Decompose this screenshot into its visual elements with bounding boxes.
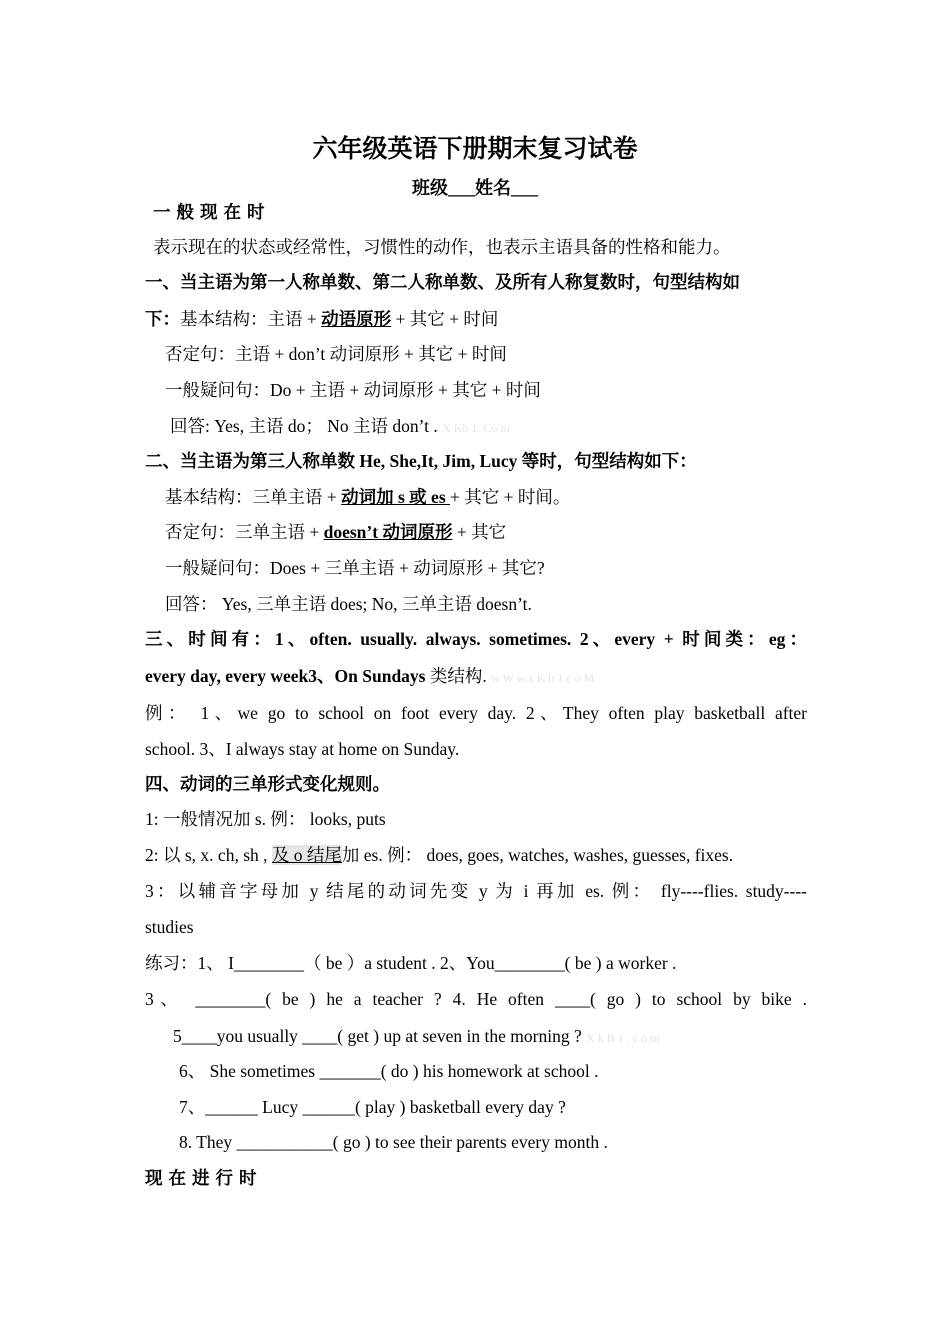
section-heading-simple-present: 一般现在时 [153,202,271,222]
part3-time-words: 三、时间有：1、often. usually. always. sometimes. 2、every + 时间类：eg： [145,629,807,649]
part1-heading-end: 下： [145,309,180,329]
part3-time-words-cont: every day, every week3、On Sundays 类结构. w W w.x K b 1.c o M [145,666,595,686]
rule-3: 3：以辅音字母加 y 结尾的动词先变 y 为 i 再加 es. 例： fly----flies. study---- [145,881,807,901]
rule-3-cont: studies [145,917,194,937]
part1-basic-structure: 下：基本结构：主语 + 动语原形 + 其它 + 时间 [145,309,499,329]
part1-question: 一般疑问句：Do + 主语 + 动词原形 + 其它 + 时间 [165,380,541,400]
watermark: X k B 1 . c o m [586,1031,660,1045]
base-verb-keyword: 动语原形 [321,309,392,329]
part2-basic-structure: 基本结构：三单主语 + 动词加 s 或 es + 其它 + 时间。 [165,487,571,507]
exercise-line-2: 3、 ________( be ) he a teacher ? 4. He often ____( go ) to school by bike . [145,989,807,1009]
doesnt-keyword: doesn’t 动词原形 [323,522,453,542]
part2-answer: 回答： Yes, 三单主语 does; No, 三单主语 doesn’t. [165,594,532,614]
part1-negative: 否定句：主语 + don’t 动词原形 + 其它 + 时间 [165,344,507,364]
section-heading-present-continuous: 现在进行时 [145,1168,263,1188]
definition-text: 表示现在的状态或经常性，习惯性的动作，也表示主语具备的性格和能力。 [153,237,731,257]
exercise-line-6: 8. They ___________( go ) to see their parents every month . [179,1132,608,1152]
third-person-verb-keyword: 动词加 s 或 es [341,487,451,507]
exercise-line-1: 练习：1、 I________（ be ）a student . 2、You________( be ) a worker . [145,953,677,973]
part4-heading: 四、动词的三单形式变化规则。 [145,774,390,794]
part2-heading: 二、当主语为第三人称单数 He, She,It, Jim, Lucy 等时，句型结构如下： [145,451,697,471]
part2-question: 一般疑问句：Does + 三单主语 + 动词原形 + 其它? [165,558,545,578]
part2-negative: 否定句：三单主语 + doesn’t 动词原形 + 其它 [165,522,507,542]
exercise-line-4: 6、 She sometimes _______( do ) his homework at school . [179,1061,599,1081]
rule-2: 2: 以 s, x. ch, sh , 及 o 结尾加 es. 例： does, goes, watches, washes, guesses, fixes. [145,845,734,865]
exercise-line-3: 5____you usually ____( get ) up at seven in the morning ? X k B 1 . c o m [173,1026,660,1046]
part1-answer: 回答: Yes, 主语 do； No 主语 don’t . X Kb 1. Co m [170,416,510,436]
class-name-line: 班级___姓名___ [412,178,538,198]
highlighted-text: 及 o 结尾 [271,845,342,865]
part1-heading: 一、当主语为第一人称单数、第二人称单数、及所有人称复数时，句型结构如 [145,272,740,292]
exercise-line-5: 7、______ Lucy ______( play ) basketball every day ? [179,1097,566,1117]
rule-1: 1: 一般情况加 s. 例： looks, puts [145,809,386,829]
page-title: 六年级英语下册期末复习试卷 [312,136,638,163]
watermark: w W w.x K b 1.c o M [491,671,595,685]
part3-examples: 例： 1、we go to school on foot every day. 2、They often play basketball after [145,703,807,723]
part3-examples-cont: school. 3、I always stay at home on Sunday. [145,739,460,759]
watermark: X Kb 1. Co m [442,421,510,435]
